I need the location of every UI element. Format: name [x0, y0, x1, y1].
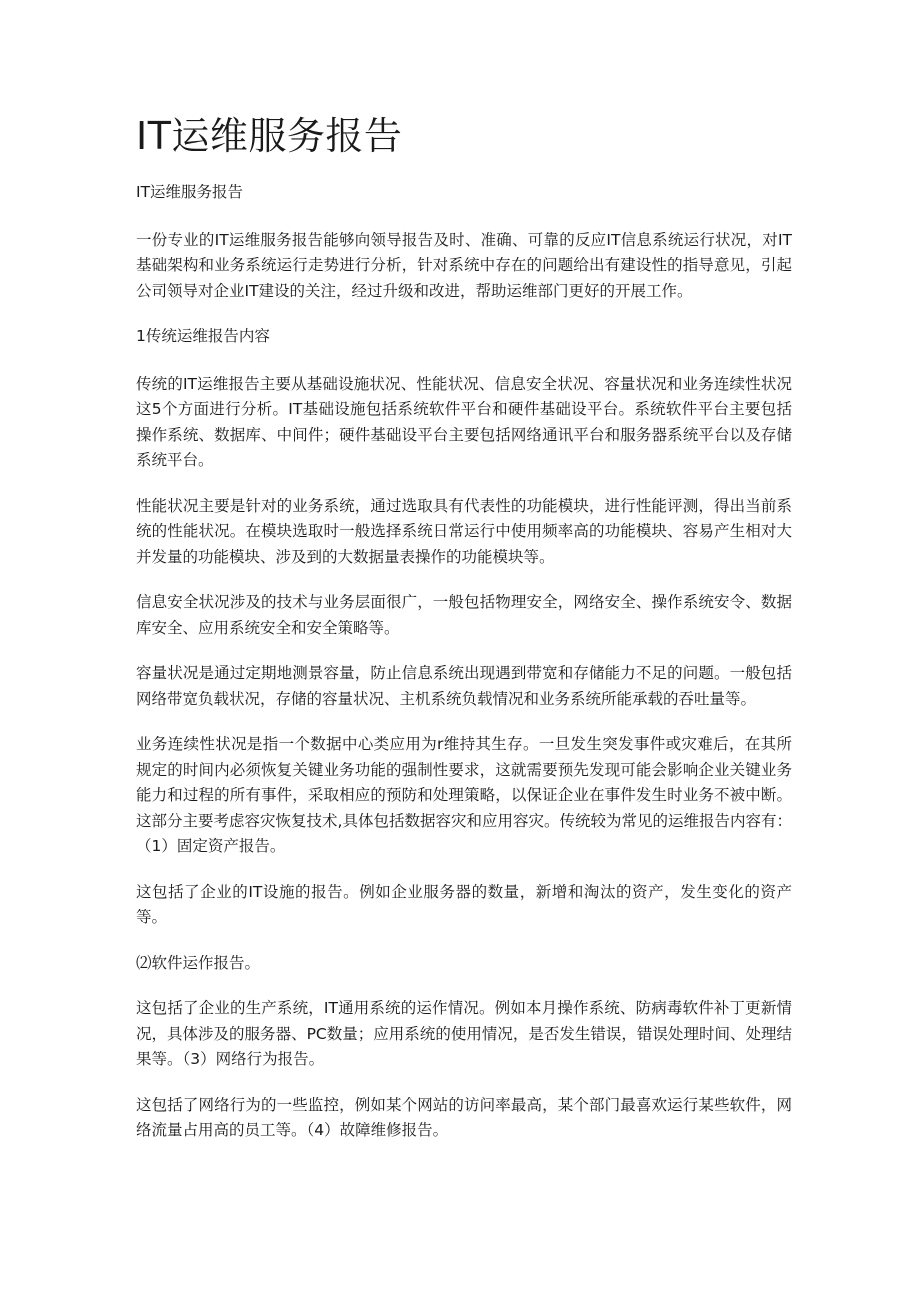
section-heading: 1传统运维报告内容	[136, 327, 270, 345]
body-paragraph: 这包括了企业的IT设施的报告。例如企业服务器的数量，新增和淘汰的资产，发生变化的资产等。	[136, 882, 792, 926]
document-title: IT运维服务报告	[136, 114, 403, 158]
body-paragraph: 容量状况是通过定期地测景容量，防止信息系统出现遇到带宽和存储能力不足的问题。一般包括网络带宽负载状况，存储的容量状况、主机系统负载情况和业务系统所能承载的吞吐量等。	[136, 664, 792, 708]
body-paragraph: ⑵软件运作报告。	[136, 953, 261, 972]
body-paragraph: 业务连续性状况是指一个数据中心类应用为r维持其生存。一旦发生突发事件或灾难后，在其所规定的时间内必须恢复关键业务功能的强制性要求，这就需要预先发现可能会影响企业关键业务能力和过程的所有事件，采取相应的预防和处理策略，以保证企业在事件发生时业务不被中断。这部分主要考虑容灾恢复技术,具体包括数据容灾和应用容灾。传统较为常见的运维报告内容有：（1）固定资产报告。	[136, 735, 792, 855]
body-paragraph: 这包括了网络行为的一些监控，例如某个网站的访问率最高，某个部门最喜欢运行某些软件，网络流量占用高的员工等。（4）故障维修报告。	[136, 1095, 792, 1139]
body-paragraph: 信息安全状况涉及的技术与业务层面很广，一般包括物理安全，网络安全、操作系统安令、数据库安全、应用系统安全和安全策略等。	[136, 593, 792, 637]
body-paragraph: 传统的IT运维报告主要从基础设施状况、性能状况、信息安全状况、容量状况和业务连续性状况这5个方面进行分析。IT基础设施包括系统软件平台和硬件基础设平台。系统软件平台主要包括操作系统、数据库、中间件；硬件基础设平台主要包括网络通讯平台和服务器系统平台以及存储系统平台。	[136, 374, 792, 469]
document-subtitle: IT运维服务报告	[136, 183, 244, 201]
body-paragraph: 这包括了企业的生产系统，IT通用系统的运作情况。例如本月操作系统、防病毒软件补丁更新情况，具体涉及的服务器、PC数量；应用系统的使用情况，是否发生错误，错误处理时间、处理结果等。（3）网络行为报告。	[136, 999, 792, 1068]
intro-paragraph: 一份专业的IT运维服务报告能够向领导报告及时、准确、可靠的反应IT信息系统运行状况，对IT基础架构和业务系统运行走势进行分析，针对系统中存在的问题给出有建设性的指导意见，引起公司领导对企业IT建设的关注，经过升级和改进，帮助运维部门更好的开展工作。	[136, 230, 792, 300]
body-paragraph: 性能状况主要是针对的业务系统，通过选取具有代表性的功能模块，进行性能评测，得出当前系统的性能状况。在模块选取时一般选择系统日常运行中使用频率高的功能模块、容易产生相对大并发量的功能模块、涉及到的大数据量表操作的功能模块等。	[136, 496, 792, 566]
